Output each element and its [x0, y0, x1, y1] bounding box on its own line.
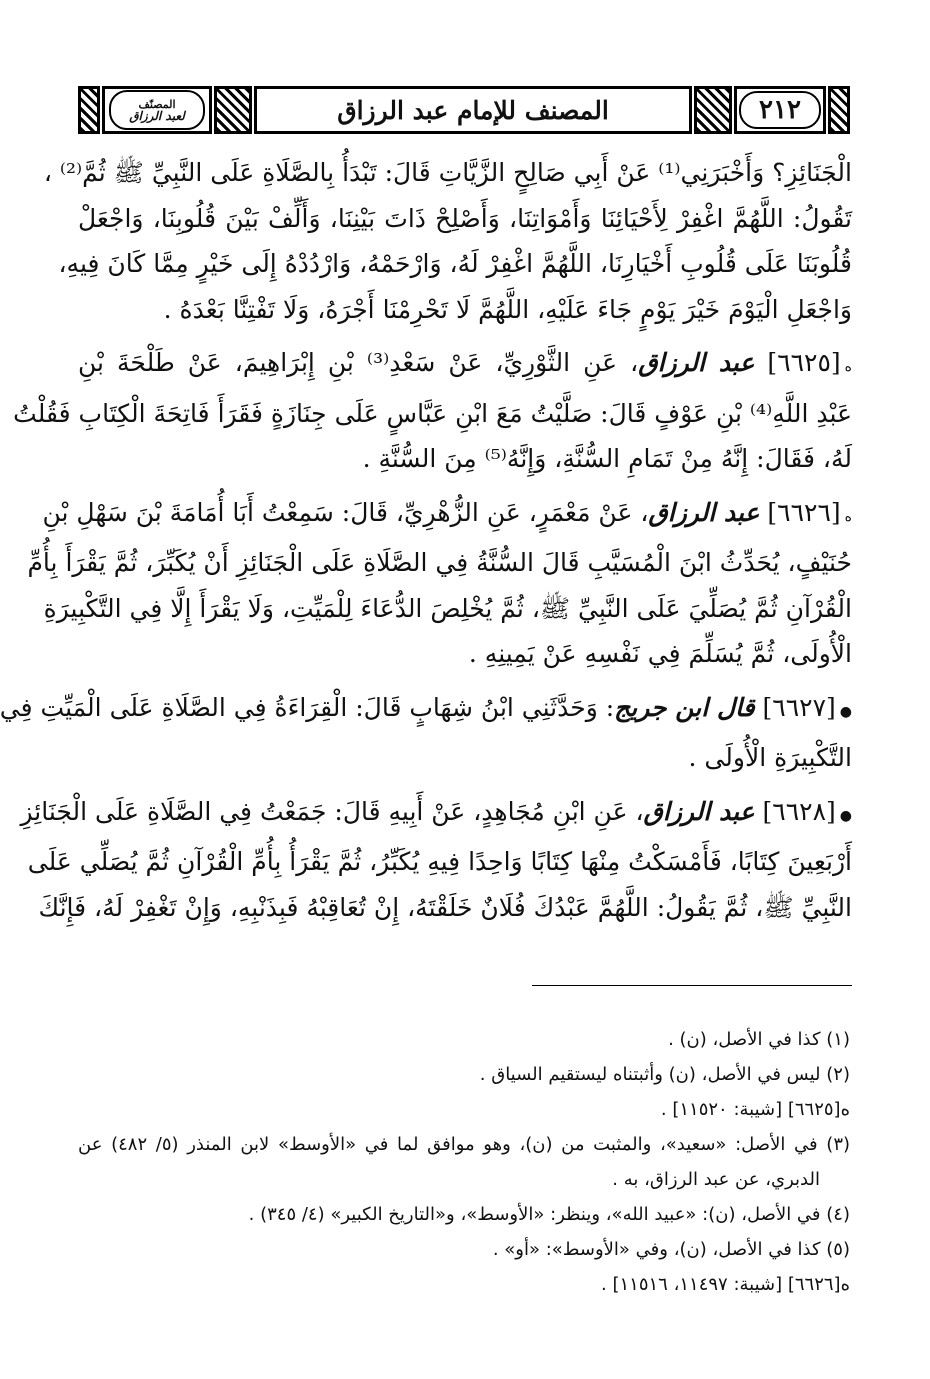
text-line: لَهُ، فَقَالَ: إِنَّهُ مِنْ تَمَامِ السُّنَّةِ، وَإِنَّهُ⁽⁵⁾ مِنَ السُّنَّةِ .: [362, 444, 852, 473]
hadith-number: [٦٦٢٦]: [767, 497, 841, 527]
text-line: الْجَنَائِزِ؟ وَأَخْبَرَنِي⁽¹⁾ عَنْ أَبِي صَالِحٍ الزَّيَّاتِ قَالَ: تَبْدَأُ بِالصَّلَاةِ عَلَى النَّبِيِّ ﷺ ثُمَّ⁽²⁾ ،: [43, 158, 852, 187]
hadith-text: ، عَنِ الثَّوْرِيِّ، عَنْ سَعْدِ⁽³⁾ بْنِ إِبْرَاهِيمَ، عَنْ طَلْحَةَ بْنِ: [78, 348, 639, 377]
footnote-5: (٥) كذا في الأصل، (ن)، وفي «الأوسط»: «أو» .: [492, 1239, 850, 1260]
narrator-name: عبد الرزاق: [643, 796, 755, 826]
hollow-circle-marker: ه: [844, 359, 853, 375]
footnotes: [78, 1022, 850, 1302]
text-line: [20, 789, 852, 840]
hadith-6626: [27, 490, 852, 677]
book-logo: [109, 90, 205, 130]
text-line: الْقُرْآنِ ثُمَّ يُصَلِّيَ عَلَى النَّبِيِّ ﷺ، ثُمَّ يُخْلِصَ الدُّعَاءَ لِلْمَيِّتِ، وَلَا يَقْرَأَ إِلَّا فِي التَّكْبِيرَةِ: [43, 593, 852, 623]
footnote-4: (٤) في الأصل، (ن): «عبيد الله»، وينظر: «الأوسط»، و«التاريخ الكبير» (٤/ ٣٤٥) .: [248, 1204, 850, 1225]
hadith-6627: [0, 685, 852, 781]
text-line: التَّكْبِيرَةِ الْأُولَى .: [688, 743, 852, 772]
narrator-name: قال ابن جريج: [614, 692, 755, 722]
text-line: [78, 340, 852, 391]
header-ornament-left: [78, 86, 100, 134]
hadith-text: ، عَنْ مَعْمَرٍ، عَنِ الزُّهْرِيِّ، قَالَ: سَمِعْتُ أَبَا أُمَامَةَ بْنَ سَهْلِ بْنِ: [42, 497, 649, 527]
hadith-number: [٦٦٢٥]: [767, 348, 841, 377]
text-line: وَاجْعَلِ الْيَوْمَ خَيْرَ يَوْمٍ جَاءَ عَلَيْهِ، اللَّهُمَّ لَا تَحْرِمْنَا أَجْرَهُ، وَلَا تَفْتِنَّا بَعْدَهُ .: [163, 294, 852, 324]
header-ornament-middle: [694, 86, 732, 134]
hadith-6625: [13, 340, 853, 482]
reference-6626: ه[٦٦٢٦] [شيبة: ١١٤٩٧، ١١٥١٦] .: [601, 1274, 850, 1295]
hadith-number: [٦٦٢٧]: [762, 692, 836, 722]
text-line: النَّبِيِّ ﷺ، ثُمَّ يَقُولُ: اللَّهُمَّ عَبْدُكَ فُلَانٌ خَلَقْتَهُ، إِنْ تُعَاقِبْهُ فَبِذَنْبِهِ، وَإِنْ تَغْفِرْ لَهُ، فَإِنَّكَ: [38, 892, 852, 922]
running-title: المصنف للإمام عبد الرزاق: [254, 86, 692, 134]
footnote-3: (٣) في الأصل: «سعيد»، والمثبت من (ن)، وهو موافق لما في «الأوسط» لابن المنذر (٥/ ٤٨٢) عن: [78, 1134, 851, 1155]
footnote-divider: [532, 985, 852, 986]
reference-6625: ه[٦٦٢٥] [شيبة: ١١٥٢٠] .: [660, 1099, 850, 1120]
text-line: الْأُولَى، ثُمَّ يُسَلِّمَ فِي نَفْسِهِ عَنْ يَمِينِهِ .: [468, 639, 852, 668]
text-line: تَقُولُ: اللَّهُمَّ اغْفِرْ لِأَحْيَائِنَا وَأَمْوَاتِنَا، وَأَصْلِحْ ذَاتَ بَيْنِنَا، وَأَلِّفْ بَيْنَ قُلُوبِنَا، وَاجْعَلْ: [78, 203, 852, 233]
header-ornament-middle-left: [214, 86, 252, 134]
hadith-text: : وَحَدَّثَنِي ابْنُ شِهَابٍ قَالَ: الْقِرَاءَةُ فِي الصَّلَاةِ عَلَى الْمَيِّتِ فِي: [0, 692, 615, 722]
hadith-6628: [20, 789, 852, 931]
footnote-3-continuation: الدبري، عن عبد الرزاق، به .: [612, 1169, 820, 1190]
logo-line-1: المصنّف: [138, 97, 176, 111]
hadith-text: ، عَنِ ابْنِ مُجَاهِدٍ، عَنْ أَبِيهِ قَالَ: جَمَعْتُ فِي الصَّلَاةِ عَلَى الْجَنَائِزِ: [20, 796, 644, 826]
text-line: عَبْدِ اللَّهِ⁽⁴⁾ بْنِ عَوْفٍ قَالَ: صَلَّيْتُ مَعَ ابْنِ عَبَّاسٍ عَلَى جِنَازَةٍ فَقَرَأَ فَاتِحَةَ الْكِتَابِ فَقُلْتُ: [13, 398, 852, 428]
text-line: [42, 490, 852, 541]
hollow-circle-marker: ه: [844, 508, 852, 525]
text-line: حُنَيْفٍ، يُحَدِّثُ ابْنَ الْمُسَيَّبِ قَالَ السُّنَّةُ فِي الصَّلَاةِ عَلَى الْجَنَائِزِ أَنْ يُكَبِّرَ، ثُمَّ يَقْرَأَ بِأُمِّ: [27, 548, 852, 577]
main-text: [0, 150, 853, 938]
text-line: أَرْبَعِينَ كِتَابًا، فَأَمْسَكْتُ مِنْهَا كِتَابًا وَاحِدًا فِيهِ يُكَبِّرُ، ثُمَّ يَقْرَأُ بِأُمِّ الْقُرْآنِ ثُمَّ يُصَلِّي عَلَى: [27, 847, 852, 876]
logo-line-2: لعبد الرزاق: [129, 108, 185, 123]
text-line: [0, 685, 852, 736]
page-header: [78, 84, 850, 136]
filled-circle-marker: ●: [839, 807, 852, 824]
logo-frame: [102, 86, 212, 134]
narrator-name: عبد الرزاق: [638, 348, 755, 377]
header-ornament-right: [828, 86, 850, 134]
footnote-2: (٢) ليس في الأصل، (ن) وأثبتناه ليستقيم السياق .: [479, 1064, 850, 1085]
footnote-1: (١) كذا في الأصل، (ن) .: [668, 1029, 850, 1050]
paragraph-continuation: [43, 150, 852, 332]
narrator-name: عبد الرزاق: [648, 497, 760, 527]
text-line: قُلُوبَنَا عَلَى قُلُوبِ أَخْيَارِنَا، اللَّهُمَّ اغْفِرْ لَهُ، وَارْحَمْهُ، وَارْدُدْهُ إِلَى خَيْرٍ مِمَّا كَانَ فِيهِ،: [58, 249, 852, 278]
page-number: ٢١٢: [739, 91, 821, 129]
filled-circle-marker: ●: [839, 703, 852, 720]
page-number-frame: [734, 86, 826, 134]
hadith-number: [٦٦٢٨]: [762, 796, 836, 826]
